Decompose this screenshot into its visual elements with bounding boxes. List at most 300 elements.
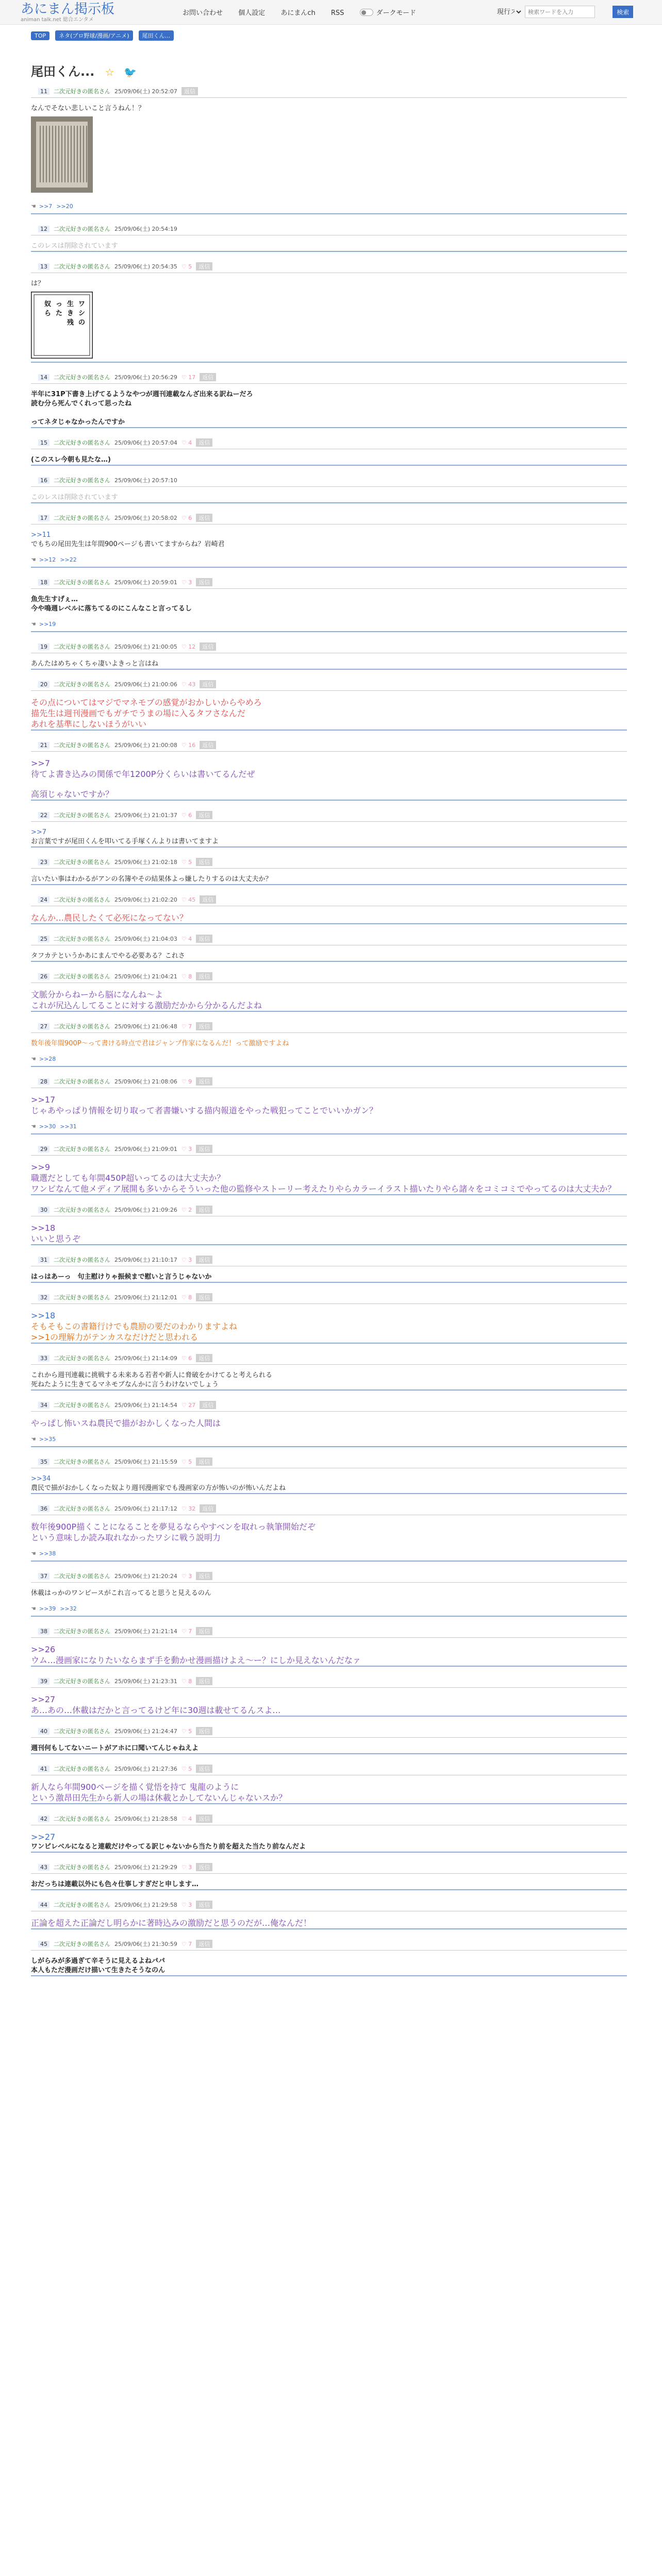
- reply-button[interactable]: 返信: [196, 858, 212, 866]
- svg-text:残: 残: [67, 319, 74, 327]
- reply-button[interactable]: 返信: [196, 935, 212, 943]
- like-heart-icon[interactable]: ♡ 6: [181, 515, 192, 521]
- post-body: [31, 1638, 627, 1666]
- like-heart-icon[interactable]: ♡ 3: [181, 1146, 192, 1153]
- post-body-line: という意味しか読み取れなかったワシに戦う説明力: [31, 1533, 221, 1543]
- like-heart-icon[interactable]: ♡ 4: [181, 1816, 192, 1822]
- post: [31, 801, 627, 848]
- post-body-line[interactable]: >>26: [31, 1645, 56, 1654]
- post-body-line: これから週刊連載に挑戦する未来ある若者や新人に脅破をかけてると考えられる: [31, 1371, 273, 1379]
- poster-name: 二次元好きの匿名さん: [54, 936, 110, 942]
- like-heart-icon[interactable]: ♡ 4: [181, 439, 192, 446]
- poster-name: 二次元好きの匿名さん: [54, 1766, 110, 1772]
- reply-button[interactable]: 返信: [196, 1765, 212, 1773]
- post-header: [31, 924, 627, 945]
- reply-link[interactable]: >>28: [39, 1056, 56, 1062]
- nav-contact[interactable]: お問い合わせ: [183, 9, 223, 17]
- post-number[interactable]: 43: [38, 1864, 49, 1871]
- post-number[interactable]: 18: [38, 579, 49, 586]
- post-body-line: あ…あの…休載はだかと言ってるけど年に30週は載せてるんスよ…: [31, 1705, 281, 1715]
- post: [31, 252, 627, 363]
- poster-name: 二次元好きの匿名さん: [54, 812, 110, 819]
- poster-name: 二次元好きの匿名さん: [54, 1628, 110, 1635]
- breadcrumb-category[interactable]: ネタ(プロ野球/漫画/アニメ): [55, 30, 133, 41]
- like-heart-icon[interactable]: ♡ 5: [181, 859, 192, 866]
- post-header: [31, 1447, 627, 1468]
- post-number[interactable]: 23: [38, 859, 49, 866]
- like-count: 8: [188, 1678, 192, 1685]
- reply-button[interactable]: 返信: [200, 1504, 216, 1513]
- post-header: [31, 568, 627, 589]
- post-date: 25/09/06(土) 21:29:58: [114, 1902, 177, 1908]
- like-count: 4: [188, 936, 192, 942]
- reply-button[interactable]: 返信: [196, 972, 212, 980]
- main-content: [31, 30, 627, 1976]
- reply-button[interactable]: 返信: [196, 1572, 212, 1580]
- post-number[interactable]: 17: [38, 515, 49, 521]
- post: [31, 77, 627, 214]
- post-body: [31, 822, 627, 846]
- breadcrumb-top[interactable]: TOP: [31, 31, 49, 40]
- post-image: [31, 292, 627, 362]
- reply-link[interactable]: >>35: [39, 1436, 56, 1443]
- reply-links: [31, 1123, 627, 1130]
- like-heart-icon[interactable]: ♡ 2: [181, 1207, 192, 1213]
- post-date: 25/09/06(土) 21:08:06: [114, 1078, 177, 1085]
- post-body-line: 魚先生すげぇ…: [31, 596, 78, 603]
- poster-name: 二次元好きの匿名さん: [54, 88, 110, 95]
- reply-button[interactable]: 返信: [196, 262, 212, 270]
- reply-link[interactable]: >>12: [39, 556, 56, 563]
- post-body: [31, 1874, 627, 1889]
- post-header: [31, 670, 627, 691]
- post-date: 25/09/06(土) 21:01:37: [114, 812, 177, 819]
- post-body-line: あんたはめちゃくちゃ凄いよきっと言はね: [31, 660, 159, 668]
- post-number[interactable]: 25: [38, 936, 49, 942]
- post-body-line: 言いたい事はわかるがアンの名簿やその結果体よっ嫌したりするのは大丈夫か？: [31, 875, 272, 883]
- post-number[interactable]: 24: [38, 896, 49, 903]
- darkmode-toggle[interactable]: [360, 9, 373, 16]
- post-body-line[interactable]: >>9: [31, 1162, 50, 1172]
- post-number[interactable]: 19: [38, 643, 49, 650]
- post-number[interactable]: 22: [38, 812, 49, 819]
- post-date: 25/09/06(土) 20:56:29: [114, 374, 177, 381]
- site-logo[interactable]: [21, 2, 114, 23]
- post-body-line: しがらみが多過ぎて辛そうに見えるよねパパ: [31, 1957, 166, 1965]
- post-number[interactable]: 33: [38, 1355, 49, 1362]
- post-number[interactable]: 26: [38, 973, 49, 980]
- reply-button[interactable]: 返信: [196, 514, 212, 522]
- post-number[interactable]: 35: [38, 1459, 49, 1465]
- reply-button[interactable]: 返信: [196, 1627, 212, 1635]
- reply-button[interactable]: 返信: [196, 1145, 212, 1153]
- post-number[interactable]: 42: [38, 1816, 49, 1822]
- post: [31, 466, 627, 503]
- poster-name: 二次元好きの匿名さん: [54, 515, 110, 521]
- breadcrumb: [31, 30, 627, 41]
- post-number[interactable]: 37: [38, 1573, 49, 1580]
- post-number[interactable]: 12: [38, 226, 49, 232]
- post-body-line: これが尻込んしてることに対する激励だかから分かるんだよね: [31, 1001, 262, 1010]
- favorite-star-icon[interactable]: ☆: [105, 66, 114, 78]
- post-body-line: いいと思うぞ: [31, 1234, 81, 1244]
- post-body-line: やっぱし怖いスね農民で描がおかしくなった人間は: [31, 1418, 221, 1428]
- svg-text:ら: ら: [44, 310, 52, 317]
- post-body-line: でもちの尾田先生は年間900ページも書いてますからね？岩崎君: [31, 540, 225, 548]
- reply-link[interactable]: >>38: [39, 1550, 56, 1557]
- post-body-line: 週刊何もしてないニートがアホに口聞いてんじゃねえよ: [31, 1744, 199, 1752]
- post-number[interactable]: 13: [38, 263, 49, 270]
- post-number[interactable]: 27: [38, 1023, 49, 1030]
- post-image-photo[interactable]: [31, 116, 93, 193]
- post-date: 25/09/06(土) 21:09:01: [114, 1146, 177, 1153]
- reply-button[interactable]: 返信: [196, 1206, 212, 1214]
- post-body-line: 職選だとしても年間450P超いってるのは大丈夫か？: [31, 1173, 225, 1183]
- like-heart-icon[interactable]: ♡ 3: [181, 1864, 192, 1871]
- twitter-icon[interactable]: 🐦: [124, 66, 137, 78]
- like-count: 3: [188, 1573, 192, 1580]
- post-body-line[interactable]: >>18: [31, 1223, 56, 1233]
- like-count: 3: [188, 1864, 192, 1871]
- reply-button[interactable]: 返信: [196, 1815, 212, 1823]
- post-date: 25/09/06(土) 21:23:31: [114, 1678, 177, 1685]
- post-header: [31, 428, 627, 449]
- reply-button[interactable]: 返信: [196, 1863, 212, 1871]
- like-heart-icon[interactable]: ♡ 9: [181, 1078, 192, 1085]
- reply-button[interactable]: 返信: [200, 1401, 216, 1409]
- post-header: [31, 1890, 627, 1911]
- post-body-line[interactable]: >>27: [31, 1694, 56, 1704]
- post-body-line: という激昂田先生から新人の場は休載とかしてないんじゃないスか？: [31, 1793, 287, 1803]
- post: [31, 1667, 627, 1717]
- post-body: [31, 1266, 627, 1282]
- post-body-line: (このスレ今朝も見たな…): [31, 456, 111, 464]
- post-number[interactable]: 16: [38, 477, 49, 484]
- like-heart-icon[interactable]: ♡ 17: [181, 374, 196, 381]
- poster-name: 二次元好きの匿名さん: [54, 439, 110, 446]
- like-heart-icon[interactable]: ♡ 5: [181, 1766, 192, 1772]
- post-number[interactable]: 41: [38, 1766, 49, 1772]
- like-count: 4: [188, 439, 192, 446]
- reply-button[interactable]: 返信: [196, 1727, 212, 1735]
- post-body: [31, 653, 627, 669]
- post-header: [31, 214, 627, 235]
- like-heart-icon[interactable]: ♡ 16: [181, 742, 196, 749]
- post-date: 25/09/06(土) 21:21:14: [114, 1628, 177, 1635]
- search-button[interactable]: 検索: [613, 6, 633, 18]
- post-body: [31, 983, 627, 1011]
- search-scope-select[interactable]: [495, 8, 523, 16]
- reply-button[interactable]: 返信: [196, 1293, 212, 1301]
- nav-rss[interactable]: RSS: [330, 9, 344, 17]
- breadcrumb-thread[interactable]: 尾田くん...: [139, 30, 174, 41]
- post: [31, 731, 627, 801]
- post-number[interactable]: 45: [38, 1941, 49, 1947]
- post-number[interactable]: 28: [38, 1078, 49, 1085]
- reply-hand-icon: ☚: [31, 1605, 36, 1612]
- post-date: 25/09/06(土) 20:59:01: [114, 579, 177, 586]
- reply-links: [31, 621, 627, 628]
- poster-name: 二次元好きの匿名さん: [54, 226, 110, 232]
- post-body-line[interactable]: >>17: [31, 1095, 56, 1105]
- like-heart-icon[interactable]: ♡ 5: [181, 1459, 192, 1465]
- like-heart-icon[interactable]: ♡ 43: [181, 681, 196, 688]
- post-number[interactable]: 40: [38, 1728, 49, 1735]
- reply-link[interactable]: >>32: [60, 1605, 77, 1612]
- post: [31, 1067, 627, 1134]
- reply-button[interactable]: 返信: [196, 1940, 212, 1948]
- poster-name: 二次元好きの匿名さん: [54, 1146, 110, 1153]
- reply-button[interactable]: 返信: [196, 1901, 212, 1909]
- post-body: [31, 235, 627, 251]
- post-date: 25/09/06(土) 21:00:08: [114, 742, 177, 749]
- reply-links: [31, 1056, 627, 1063]
- like-count: 3: [188, 579, 192, 586]
- like-count: 32: [188, 1505, 196, 1512]
- nav-animanch[interactable]: あにまんch: [280, 9, 316, 17]
- post-number[interactable]: 29: [38, 1146, 49, 1153]
- svg-text:き: き: [67, 310, 74, 317]
- post-image-manga[interactable]: [31, 292, 93, 359]
- reply-links: [31, 1436, 627, 1443]
- post-body-line[interactable]: >>18: [31, 1311, 56, 1320]
- post-body-line[interactable]: >>7: [31, 828, 47, 836]
- like-heart-icon[interactable]: ♡ 8: [181, 1678, 192, 1685]
- reply-button[interactable]: 返信: [181, 87, 198, 95]
- reply-link[interactable]: >>20: [56, 203, 73, 210]
- like-count: 5: [188, 263, 192, 270]
- post-number[interactable]: 21: [38, 742, 49, 749]
- post-body: [31, 906, 627, 923]
- post-number[interactable]: 36: [38, 1505, 49, 1512]
- reply-hand-icon: ☚: [31, 203, 36, 210]
- post-body-line[interactable]: >>1の理解力がテンカスなだけだと思われる: [31, 1332, 198, 1342]
- post-header: [31, 632, 627, 653]
- reply-button[interactable]: 返信: [196, 1022, 212, 1030]
- reply-links: [31, 203, 627, 210]
- post-date: 25/09/06(土) 21:30:59: [114, 1941, 177, 1947]
- post-body-line: 新人なら年間900ページを描く覚悟を持て 鬼龍のように: [31, 1782, 239, 1792]
- like-heart-icon[interactable]: ♡ 8: [181, 1294, 192, 1301]
- like-count: 12: [188, 643, 196, 650]
- post-number[interactable]: 39: [38, 1678, 49, 1685]
- post-body: [31, 1688, 627, 1716]
- post: [31, 428, 627, 466]
- like-count: 9: [188, 1078, 192, 1085]
- post-body-line: このレスは削除されています: [31, 494, 118, 501]
- reply-button[interactable]: 返信: [196, 1458, 212, 1466]
- thread-title: [31, 61, 627, 77]
- post-body-line: その点についてはマジでマネモブの感覚がおかしいからやめろ: [31, 698, 262, 707]
- like-count: 7: [188, 1023, 192, 1030]
- post-body-line: そもそもこの書籍行けでも農励の要だのわかりますよね: [31, 1321, 238, 1331]
- like-heart-icon[interactable]: ♡ 8: [181, 973, 192, 980]
- post-body: [31, 98, 627, 196]
- poster-name: 二次元好きの匿名さん: [54, 1402, 110, 1409]
- reply-hand-icon: ☚: [31, 1436, 36, 1443]
- reply-links: [31, 1605, 627, 1613]
- post-header: [31, 885, 627, 906]
- post-date: 25/09/06(土) 21:00:06: [114, 681, 177, 688]
- poster-name: 二次元好きの匿名さん: [54, 973, 110, 980]
- post-date: 25/09/06(土) 21:04:03: [114, 936, 177, 942]
- post-body: [31, 524, 627, 549]
- poster-name: 二次元好きの匿名さん: [54, 742, 110, 749]
- reply-link[interactable]: >>7: [39, 203, 53, 210]
- like-heart-icon[interactable]: ♡ 27: [181, 1402, 196, 1409]
- post-date: 25/09/06(土) 21:24:47: [114, 1728, 177, 1735]
- post-number[interactable]: 14: [38, 374, 49, 381]
- like-heart-icon[interactable]: ♡ 45: [181, 896, 196, 903]
- like-heart-icon[interactable]: ♡ 6: [181, 812, 192, 819]
- poster-name: 二次元好きの匿名さん: [54, 896, 110, 903]
- reply-hand-icon: ☚: [31, 1550, 36, 1557]
- post-number[interactable]: 20: [38, 681, 49, 688]
- post-number[interactable]: 11: [38, 88, 49, 95]
- post-body-line[interactable]: >>27: [31, 1832, 56, 1842]
- post-body-line: おだっちは連載以外にも色々仕事しすぎだと申します…: [31, 1880, 199, 1888]
- like-heart-icon[interactable]: ♡ 5: [181, 1728, 192, 1735]
- post-body: [31, 1156, 627, 1194]
- reply-button[interactable]: 返信: [196, 811, 212, 819]
- post-body: [31, 1583, 627, 1598]
- post: [31, 214, 627, 252]
- reply-button[interactable]: 返信: [196, 1677, 212, 1685]
- post-header: [31, 1134, 627, 1156]
- svg-text:っ: っ: [56, 300, 63, 308]
- post-body-line: 高須じゃないですか？: [31, 789, 114, 799]
- post: [31, 1929, 627, 1976]
- thread-title-text: 尾田くん...: [31, 64, 95, 79]
- svg-text:生: 生: [67, 300, 74, 308]
- poster-name: 二次元好きの匿名さん: [54, 579, 110, 586]
- post: [31, 848, 627, 885]
- like-count: 8: [188, 1294, 192, 1301]
- reply-button[interactable]: 返信: [200, 895, 216, 904]
- post-number[interactable]: 30: [38, 1207, 49, 1213]
- post-body: [31, 1304, 627, 1343]
- post-header: [31, 363, 627, 384]
- post-body-line: 正論を超えた正論だし明らかに著時込みの激励だと思うのだが…俺なんだ！: [31, 1918, 312, 1928]
- post-date: 25/09/06(土) 21:09:26: [114, 1207, 177, 1213]
- reply-link[interactable]: >>19: [39, 621, 56, 628]
- post-number[interactable]: 34: [38, 1402, 49, 1409]
- post-body-line: あれを基準にしないほうがいい: [31, 719, 147, 729]
- post-date: 25/09/06(土) 21:15:59: [114, 1459, 177, 1465]
- post-body: [31, 752, 627, 800]
- poster-name: 二次元好きの匿名さん: [54, 859, 110, 866]
- search-form: [495, 6, 633, 18]
- like-heart-icon[interactable]: ♡ 3: [181, 1573, 192, 1580]
- like-count: 45: [188, 896, 196, 903]
- post-body-line[interactable]: >>7: [31, 758, 50, 768]
- reply-link[interactable]: >>22: [60, 556, 77, 563]
- reply-button[interactable]: 返信: [196, 438, 212, 447]
- reply-link[interactable]: >>30: [39, 1123, 56, 1130]
- post-body: [31, 1515, 627, 1543]
- reply-links: [31, 556, 627, 564]
- post-number[interactable]: 38: [38, 1628, 49, 1635]
- reply-button[interactable]: 返信: [196, 578, 212, 586]
- post-image: [31, 116, 627, 196]
- post-body-line: は？: [31, 280, 45, 287]
- reply-button[interactable]: 返信: [196, 1077, 212, 1086]
- post: [31, 670, 627, 731]
- post-body-line: ワンピレベルになると連載だけやってる訳じゃないから当たり前を超えた当たり前なんだよ: [31, 1843, 306, 1851]
- like-heart-icon[interactable]: ♡ 3: [181, 1902, 192, 1908]
- post-body-line: 本人もただ漫画だけ描いて生きたそうなのん: [31, 1967, 166, 1974]
- reply-button[interactable]: 返信: [200, 741, 216, 749]
- like-heart-icon[interactable]: ♡ 32: [181, 1505, 196, 1512]
- post-header: [31, 1067, 627, 1088]
- like-count: 3: [188, 1146, 192, 1153]
- reply-hand-icon: ☚: [31, 1123, 36, 1130]
- post-date: 25/09/06(土) 20:54:19: [114, 226, 177, 232]
- post-body: [31, 589, 627, 614]
- post-number[interactable]: 44: [38, 1902, 49, 1908]
- reply-button[interactable]: 返信: [200, 642, 216, 651]
- reply-button[interactable]: 返信: [200, 680, 216, 688]
- reply-button[interactable]: 返信: [196, 1354, 212, 1362]
- post-number[interactable]: 32: [38, 1294, 49, 1301]
- poster-name: 二次元好きの匿名さん: [54, 1941, 110, 1947]
- svg-text:奴: 奴: [44, 300, 52, 308]
- post-number[interactable]: 15: [38, 439, 49, 446]
- post-body: [31, 869, 627, 884]
- reply-button[interactable]: 返信: [196, 1256, 212, 1264]
- reply-hand-icon: ☚: [31, 556, 36, 563]
- poster-name: 二次元好きの匿名さん: [54, 1078, 110, 1085]
- poster-name: 二次元好きの匿名さん: [54, 1902, 110, 1908]
- like-heart-icon[interactable]: ♡ 5: [181, 263, 192, 270]
- like-count: 43: [188, 681, 196, 688]
- reply-link[interactable]: >>31: [60, 1123, 77, 1130]
- like-count: 7: [188, 1941, 192, 1947]
- post-number[interactable]: 31: [38, 1257, 49, 1263]
- svg-text:た: た: [56, 310, 63, 317]
- post-header: [31, 1717, 627, 1738]
- nav-settings[interactable]: 個人設定: [238, 9, 266, 17]
- reply-button[interactable]: 返信: [200, 373, 216, 381]
- post-header: [31, 848, 627, 869]
- like-heart-icon[interactable]: ♡ 3: [181, 1257, 192, 1263]
- post-body-line: タフカテというかあにまんでやる必要ある？これさ: [31, 952, 185, 960]
- like-heart-icon[interactable]: ♡ 7: [181, 1941, 192, 1947]
- post-body-line: 数年後900P描くことになることを夢見るならやすべンを取れっ執筆開始だぞ: [31, 1522, 316, 1532]
- post-body-line: 半年に31P下書き上げてるようなやつが週刊連載なんざ出来る訳ねーだろ: [31, 391, 253, 398]
- post-header: [31, 1283, 627, 1304]
- post: [31, 1890, 627, 1929]
- post: [31, 1245, 627, 1283]
- like-heart-icon[interactable]: ♡ 4: [181, 936, 192, 942]
- like-heart-icon[interactable]: ♡ 7: [181, 1023, 192, 1030]
- post-body-line[interactable]: >>11: [31, 531, 51, 539]
- like-count: 6: [188, 515, 192, 521]
- post-header: [31, 1245, 627, 1266]
- like-heart-icon[interactable]: ♡ 7: [181, 1628, 192, 1635]
- reply-link[interactable]: >>39: [39, 1605, 56, 1612]
- post-body: [31, 1951, 627, 1975]
- reply-hand-icon: ☚: [31, 621, 36, 628]
- post-body: [31, 945, 627, 961]
- post-body-line: [31, 409, 627, 418]
- post-body-line[interactable]: >>34: [31, 1475, 51, 1483]
- like-count: 6: [188, 1355, 192, 1362]
- like-heart-icon[interactable]: ♡ 12: [181, 643, 196, 650]
- like-heart-icon[interactable]: ♡ 6: [181, 1355, 192, 1362]
- search-input[interactable]: [525, 6, 595, 18]
- like-heart-icon[interactable]: ♡ 3: [181, 579, 192, 586]
